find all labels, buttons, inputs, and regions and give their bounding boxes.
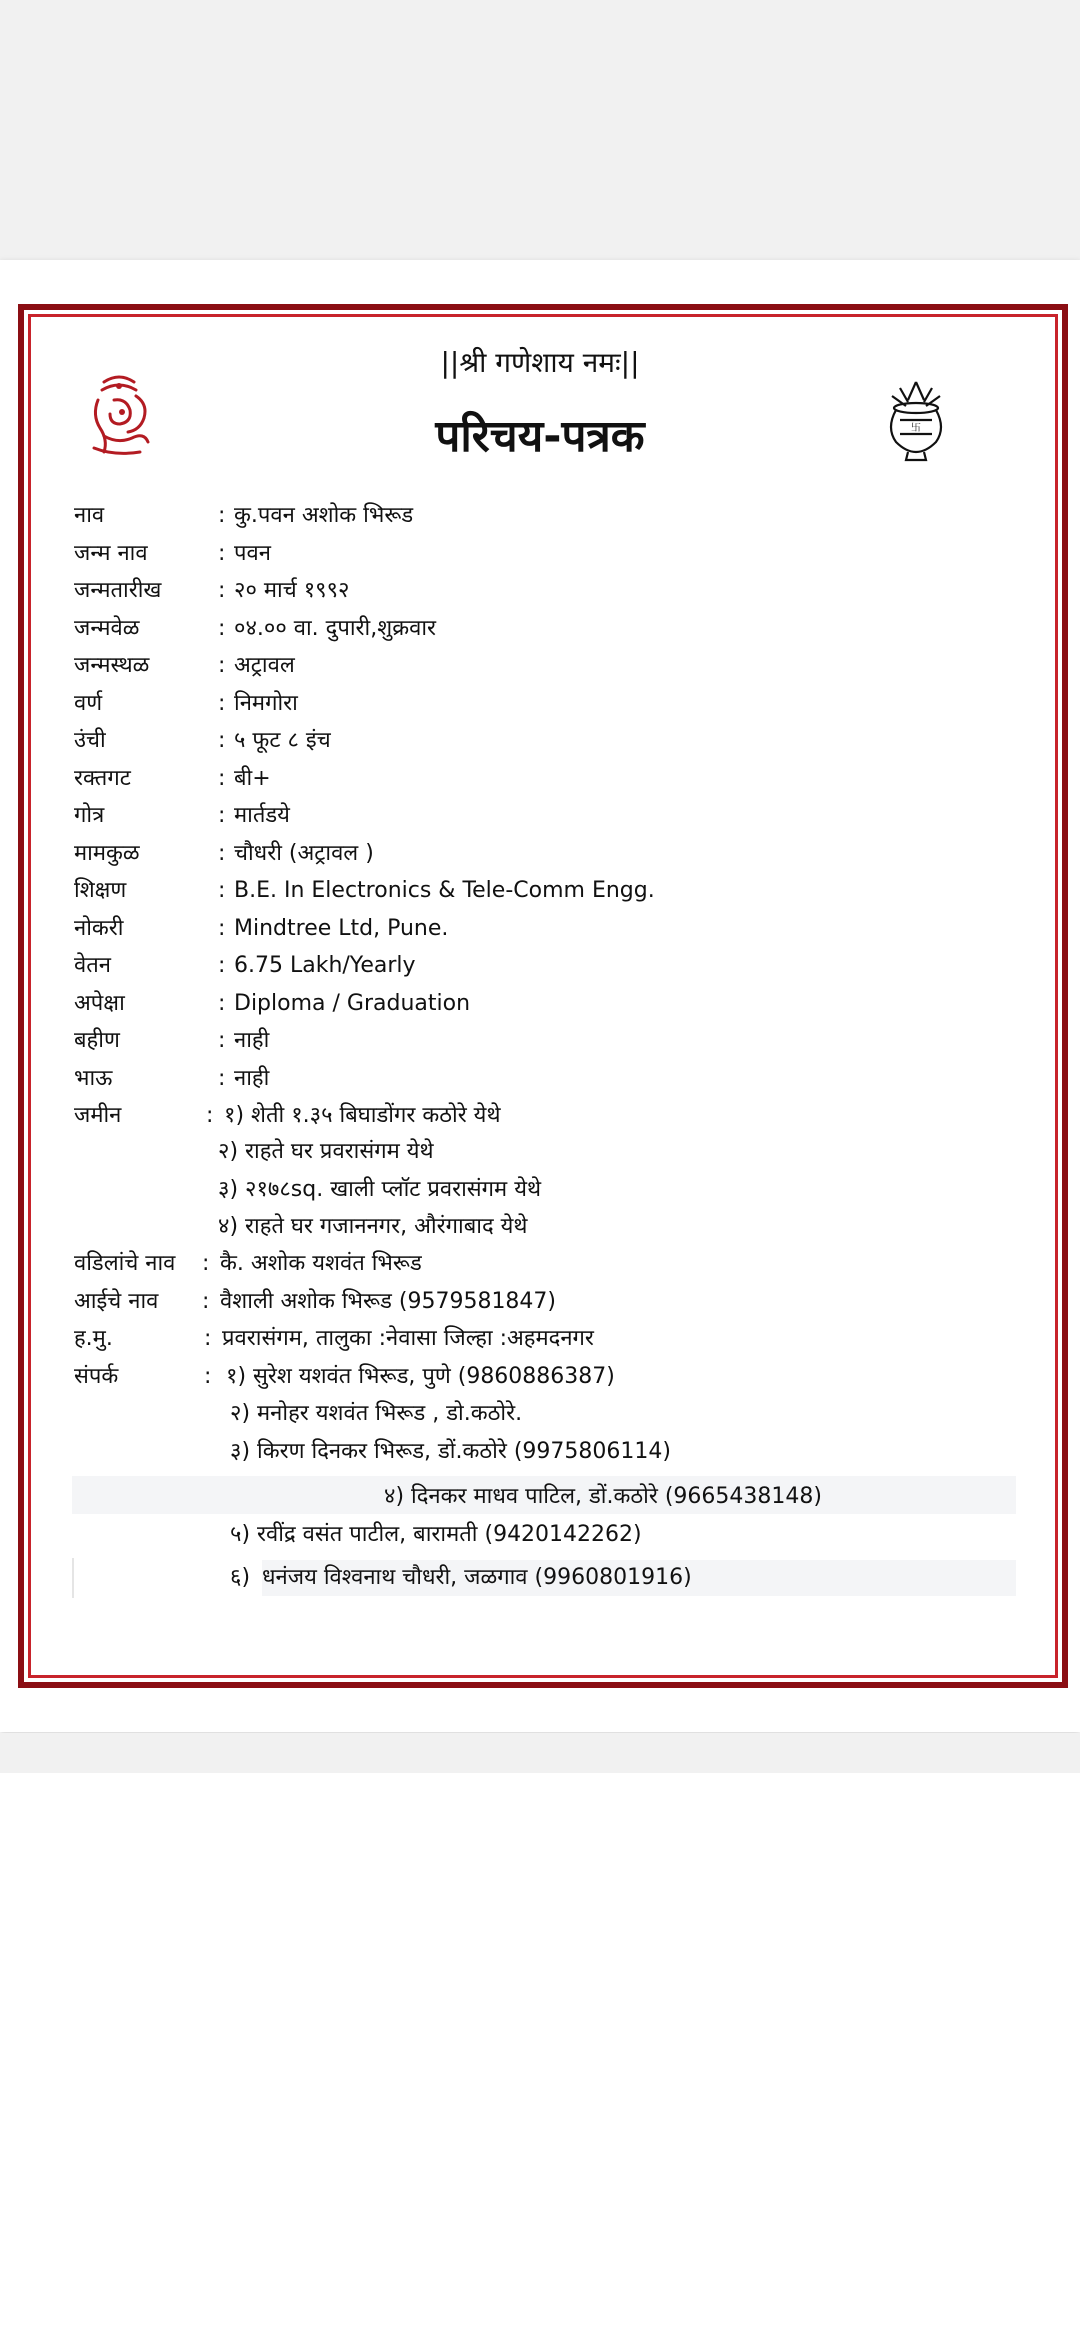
- field-label: जन्मतारीख: [74, 578, 162, 603]
- field-row: [74, 574, 974, 608]
- field-value: १) शेती १.३५ बिघाडोंगर कठोरे येथे: [224, 1103, 501, 1128]
- field-label: उंची: [74, 728, 106, 753]
- field-value: B.E. In Electronics & Tele-Comm Engg.: [234, 878, 655, 903]
- field-colon: :: [218, 803, 226, 828]
- field-row: [74, 537, 974, 571]
- top-gray-area: [0, 0, 1080, 260]
- field-label: ह.मु.: [74, 1326, 113, 1351]
- field-row: [74, 612, 974, 646]
- field-value: चौधरी (अट्रावल ): [234, 841, 374, 866]
- field-label: नाव: [74, 503, 105, 528]
- contact-item: [230, 1561, 250, 1595]
- field-value: वैशाली अशोक भिरूड (9579581847): [220, 1289, 557, 1314]
- field-colon: :: [202, 1251, 210, 1276]
- page-title: परिचय-पत्रक: [435, 411, 645, 462]
- field-colon: :: [204, 1364, 212, 1389]
- field-row: [74, 949, 974, 983]
- field-label: रक्तगट: [74, 766, 131, 791]
- bottom-gray-strip: [0, 1733, 1080, 1773]
- contact-item: ४) दिनकर माधव पाटिल, डों.कठोरे (9665438148): [384, 1484, 822, 1509]
- field-value: Mindtree Ltd, Pune.: [234, 916, 449, 941]
- field-row: [74, 1099, 974, 1133]
- field-label: संपर्क: [74, 1364, 119, 1389]
- field-colon: :: [218, 616, 226, 641]
- field-value: ०४.०० वा. दुपारी,शुक्रवार: [234, 616, 437, 641]
- field-colon: :: [218, 541, 226, 566]
- field-row: [74, 649, 974, 683]
- field-value: २० मार्च १९९२: [234, 578, 350, 603]
- field-colon: :: [218, 1066, 226, 1091]
- field-label: नोकरी: [74, 916, 124, 941]
- field-row: [74, 762, 974, 796]
- svg-text:卐: 卐: [911, 423, 921, 434]
- field-row: [74, 1247, 974, 1281]
- field-colon: :: [218, 653, 226, 678]
- field-colon: :: [218, 503, 226, 528]
- field-colon: :: [218, 916, 226, 941]
- field-value: अट्रावल: [234, 653, 295, 678]
- field-label: वर्ण: [74, 691, 103, 716]
- land-item: ३) २१७८sq. खाली प्लॉट प्रवरासंगम येथे: [218, 1177, 542, 1202]
- field-row: [74, 1285, 974, 1319]
- field-label: गोत्र: [74, 803, 105, 828]
- contact-item: [262, 1561, 692, 1595]
- field-row: [74, 987, 974, 1021]
- field-label: जमीन: [74, 1103, 122, 1128]
- field-row: [74, 687, 974, 721]
- field-colon: :: [218, 841, 226, 866]
- contact-item: ३) किरण दिनकर भिरूड, डों.कठोरे (9975806114): [230, 1439, 671, 1464]
- field-row: [74, 1024, 974, 1058]
- field-colon: :: [218, 991, 226, 1016]
- contact-item: ५) रवींद्र वसंत पाटील, बारामती (9420142262): [230, 1522, 642, 1547]
- field-value: मार्तडये: [234, 803, 290, 828]
- kalash-icon: [878, 378, 954, 462]
- field-label: मामकुळ: [74, 841, 140, 866]
- contact-text: धनंजय विश्वनाथ चौधरी, जळगाव (9960801916): [262, 1565, 692, 1590]
- field-colon: :: [218, 1028, 226, 1053]
- mantra-heading: ||श्री गणेशाय नमः||: [440, 346, 640, 379]
- field-colon: :: [218, 691, 226, 716]
- contact-item: २) मनोहर यशवंत भिरूड , डो.कठोरे.: [230, 1401, 523, 1426]
- field-value: Diploma / Graduation: [234, 991, 471, 1016]
- field-label: शिक्षण: [74, 878, 127, 903]
- field-value: बी+: [234, 766, 271, 791]
- field-colon: :: [218, 878, 226, 903]
- contact-number: ६): [230, 1565, 251, 1590]
- field-value: पवन: [234, 541, 271, 566]
- field-label: जन्मवेळ: [74, 616, 140, 641]
- field-row: [74, 874, 974, 908]
- field-value: कु.पवन अशोक भिरूड: [234, 503, 414, 528]
- field-colon: :: [204, 1326, 212, 1351]
- field-colon: :: [206, 1103, 214, 1128]
- field-value: ५ फूट ८ इंच: [234, 728, 331, 753]
- field-colon: :: [218, 953, 226, 978]
- field-label: जन्मस्थळ: [74, 653, 150, 678]
- field-colon: :: [218, 766, 226, 791]
- field-row: [74, 837, 974, 871]
- field-value: १) सुरेश यशवंत भिरूड, पुणे (9860886387): [226, 1364, 615, 1389]
- field-row: [74, 1322, 974, 1356]
- field-value: कै. अशोक यशवंत भिरूड: [220, 1251, 422, 1276]
- field-label: अपेक्षा: [74, 991, 125, 1016]
- field-colon: :: [218, 578, 226, 603]
- field-label: वेतन: [74, 953, 111, 978]
- land-item: २) राहते घर प्रवरासंगम येथे: [218, 1139, 434, 1164]
- left-divider: [72, 1558, 74, 1598]
- field-row: [74, 1062, 974, 1096]
- field-label: भाऊ: [74, 1066, 113, 1091]
- land-item: ४) राहते घर गजाननगर, औरंगाबाद येथे: [218, 1214, 528, 1239]
- field-value: निमगोरा: [234, 691, 298, 716]
- field-label: जन्म नाव: [74, 541, 148, 566]
- field-value: 6.75 Lakh/Yearly: [234, 953, 416, 978]
- field-row: [74, 499, 974, 533]
- field-row: [74, 912, 974, 946]
- field-label: बहीण: [74, 1028, 120, 1053]
- field-value: नाही: [234, 1028, 270, 1053]
- field-colon: :: [202, 1289, 210, 1314]
- field-label: आईचे नाव: [74, 1289, 159, 1314]
- field-colon: :: [218, 728, 226, 753]
- field-row: [74, 1360, 974, 1394]
- field-value: प्रवरासंगम, तालुका :नेवासा जिल्हा :अहमदनगर: [222, 1326, 594, 1351]
- field-label: वडिलांचे नाव: [74, 1251, 176, 1276]
- ganesh-icon: [74, 370, 164, 460]
- field-row: [74, 724, 974, 758]
- field-value: नाही: [234, 1066, 270, 1091]
- field-row: [74, 799, 974, 833]
